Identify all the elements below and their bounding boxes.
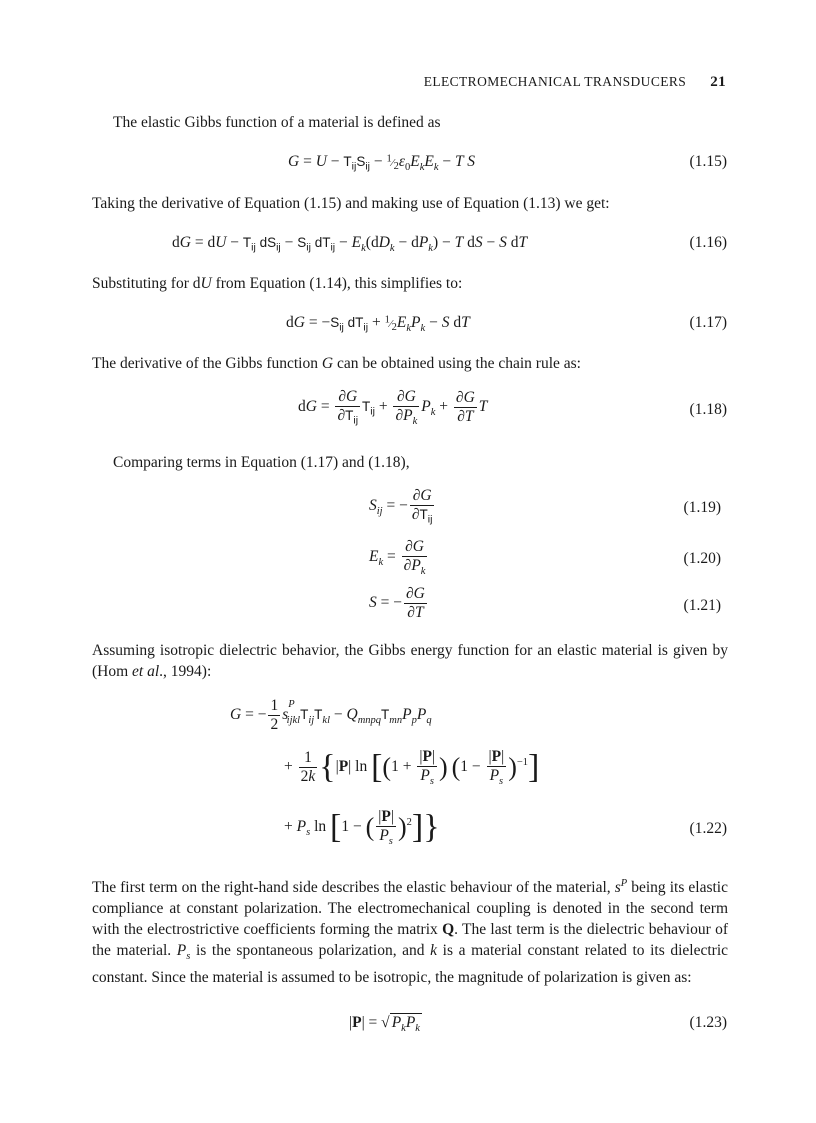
equation-number: (1.19)	[683, 499, 721, 516]
equation-number: (1.21)	[683, 597, 721, 614]
paragraph-6: Assuming isotropic dielectric behavior, the Gibbs energy function for an elastic material is given by (Hom et al., 1994):	[92, 642, 728, 680]
equation-number: (1.22)	[689, 820, 727, 837]
page-number: 21	[710, 74, 726, 90]
paragraph-3: Substituting for dU from Equation (1.14), this simplifies to:	[92, 275, 463, 292]
equation-number: (1.17)	[689, 314, 727, 331]
equation-1-15: $G = U - T_{ij}S_{ij}$ − $^1⁄_2\varepsilon_0E_kE_k - T$ S	[288, 153, 475, 174]
equation-number: (1.20)	[683, 550, 721, 567]
paragraph-4: The derivative of the Gibbs function G can be obtained using the chain rule as:	[92, 355, 581, 372]
equation-1-17: dG = $-S_{ij}$ $dT_{ij}$ + $^1⁄_2E_kP_k - S$ dT	[286, 314, 470, 335]
equation-number: (1.18)	[689, 401, 727, 418]
equation-1-21: S = − $\frac{\partial G}{\partial T}$	[369, 585, 425, 621]
paragraph-7: The first term on the right-hand side describes the elastic behaviour of the material, $s^P$ being its elastic compliance at constant polarization. The electromechanical coupling is denoted in the second term with the electrostrictive coefficients forming the matrix Q. The last term is the dielectric behaviour of the material. $P_s$ is the spontaneous polarization, and k is a material constant related to its dielectric constant. Since the material is assumed to be isotropic, the magnitude of polarization is given as:	[92, 878, 729, 987]
equation-1-23: |P| = √ $P_kP_k$	[349, 1014, 420, 1035]
equation-1-20: $E_k$ = $\frac{\partial G}{\partial P_k}$	[369, 538, 426, 578]
paragraph-1: The elastic Gibbs function of a material is defined as	[113, 114, 441, 131]
equation-1-22-line-2: + $\frac{1}{2k}$ {|P| ln [(1 + $\frac{|P|}{P_s}$ ) (1 − $\frac{|P|}{P_s}$ )$^{-1}$]	[284, 748, 540, 788]
equation-1-16: dG = dU − $T_{ij}$ $dS_{ij} - S_{ij}$ $dT_{ij} - E_k(dD_k - dP_k) - T$ dS − S dT	[172, 234, 528, 255]
paragraph-5: Comparing terms in Equation (1.17) and (1.18),	[113, 454, 410, 471]
equation-1-18: dG = $\frac{\partial G}{\partial T_{ij}}$ $T_{ij}$ + $\frac{\partial G}{\partial P_k}$ $P_k$ + $\frac{\partial G}{\partial T}$ T	[298, 388, 488, 428]
equation-1-22-line-3: + $P_s$ ln [1 − ( $\frac{|P|}{P_s}$ )$^2$]}	[284, 808, 440, 848]
running-title: ELECTROMECHANICAL TRANSDUCERS	[423, 74, 687, 89]
equation-1-22-line-1: G = − $\frac{1}{2}$ $s^P_{ijkl}T_{ij}T_{kl} - Q_{mnpq}T_{mn}P_pP_q$	[230, 697, 432, 733]
paragraph-2: Taking the derivative of Equation (1.15) and making use of Equation (1.13) we get:	[92, 195, 610, 212]
equation-1-19: $S_{ij}$ = − $\frac{\partial G}{\partial T_{ij}}$	[369, 487, 433, 526]
equation-number: (1.16)	[689, 234, 727, 251]
equation-number: (1.23)	[689, 1014, 727, 1031]
running-header	[424, 74, 726, 91]
equation-number: (1.15)	[689, 153, 727, 170]
